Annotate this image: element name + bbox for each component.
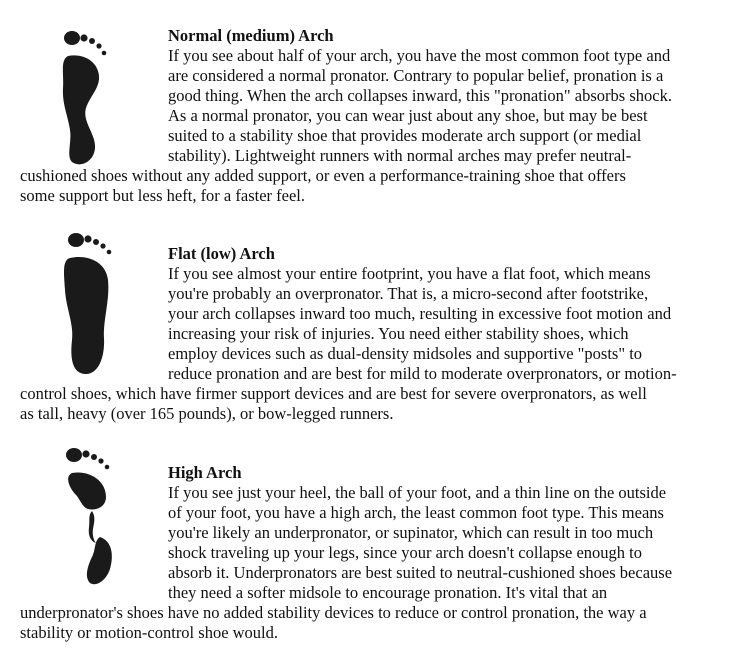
paragraph-line: cushioned shoes without any added support, or even a performance-training shoe that offers — [20, 166, 626, 185]
paragraph-line: of your foot, you have a high arch, the least common foot type. This means — [168, 503, 664, 522]
paragraph-line: as tall, heavy (over 165 pounds), or bow-legged runners. — [20, 404, 394, 423]
paragraph-line: control shoes, which have firmer support devices and are best for severe overpronators, as well — [20, 384, 647, 403]
paragraph-line: shock traveling up your legs, since your arch doesn't collapse enough to — [168, 543, 643, 562]
paragraph-line: some support but less heft, for a faster feel. — [20, 186, 305, 205]
section-title: Flat (low) Arch — [168, 244, 275, 263]
footprint-flat-arch-icon — [0, 228, 160, 378]
paragraph-line: underpronator's shoes have no added stability devices to reduce or control pronation, the way a — [20, 603, 647, 622]
paragraph-line: As a normal pronator, you can wear just about any shoe, but may be best — [168, 106, 648, 125]
paragraph-line: they need a softer midsole to encourage pronation. It's vital that an — [168, 583, 608, 602]
paragraph-line: your arch collapses inward too much, resulting in excessive foot motion and — [168, 304, 672, 323]
paragraph-line: suited to a stability shoe that provides moderate arch support (or medial — [168, 126, 642, 145]
paragraph-line: are considered a normal pronator. Contrary to popular belief, pronation is a — [168, 66, 664, 85]
paragraph-line: you're likely an underpronator, or supinator, which can result in too much — [168, 523, 654, 542]
paragraph-line: stability or motion-control shoe would. — [20, 623, 279, 642]
paragraph-line: employ devices such as dual-density midsoles and supportive "posts" to — [168, 344, 643, 363]
paragraph-line: good thing. When the arch collapses inward, this "pronation" absorbs shock. — [168, 86, 672, 105]
footprint-high-arch-icon — [0, 443, 160, 593]
paragraph-line: reduce pronation and are best for mild to moderate overpronators, or motion- — [168, 364, 677, 383]
paragraph-line: If you see about half of your arch, you have the most common foot type and — [168, 46, 671, 65]
paragraph-line: increasing your risk of injuries. You need either stability shoes, which — [168, 324, 629, 343]
paragraph-line: absorb it. Underpronators are best suited to neutral-cushioned shoes because — [168, 563, 673, 582]
paragraph-line: stability). Lightweight runners with normal arches may prefer neutral- — [168, 146, 632, 165]
section-title: High Arch — [168, 463, 242, 482]
footprint-normal-arch-icon — [0, 26, 160, 176]
paragraph-line: If you see almost your entire footprint, you have a flat foot, which means — [168, 264, 651, 283]
paragraph-line: If you see just your heel, the ball of your foot, and a thin line on the outside — [168, 483, 667, 502]
paragraph-line: you're probably an overpronator. That is, a micro-second after footstrike, — [168, 284, 649, 303]
section-title: Normal (medium) Arch — [168, 26, 334, 45]
